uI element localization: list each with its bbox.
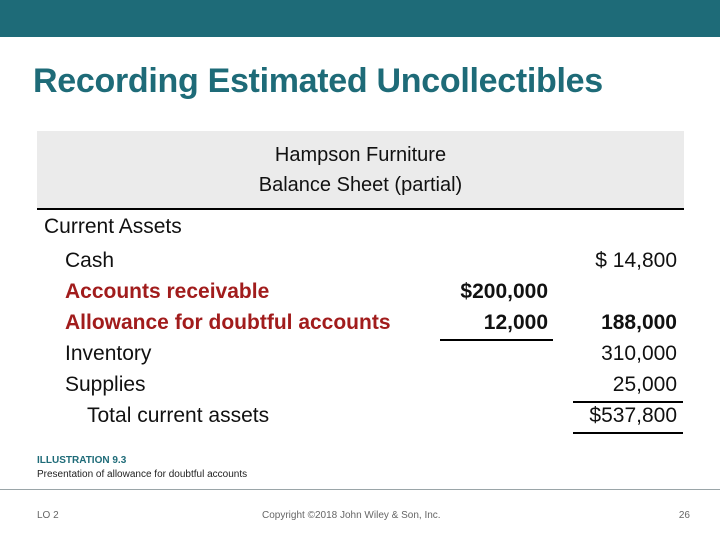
illustration-caption: Presentation of allowance for doubtful accounts (37, 469, 248, 480)
total-underline (573, 432, 683, 434)
page-number: 26 (678, 510, 690, 521)
amount-cash: $ 14,800 (595, 249, 677, 272)
amount-net-receivable: 188,000 (601, 311, 677, 334)
row-label-cash: Cash (65, 249, 115, 272)
copyright-notice: Copyright ©2018 John Wiley & Son, Inc. (262, 510, 441, 521)
statement-title: Balance Sheet (partial) (258, 174, 463, 196)
amount-total-current-assets: $537,800 (589, 404, 677, 427)
slide-title: Recording Estimated Uncollectibles (33, 62, 603, 100)
section-heading-current-assets: Current Assets (44, 215, 182, 238)
supplies-underline (573, 401, 683, 403)
learning-objective: LO 2 (37, 510, 59, 521)
allowance-underline (440, 339, 553, 341)
row-label-accounts-receivable: Accounts receivable (65, 280, 270, 303)
amount-supplies: 25,000 (612, 373, 677, 396)
illustration-number: ILLUSTRATION 9.3 (37, 455, 127, 466)
footer-divider (0, 489, 720, 490)
company-name: Hampson Furniture (274, 144, 447, 166)
row-label-supplies: Supplies (65, 373, 146, 396)
amount-accounts-receivable: $200,000 (460, 280, 548, 303)
amount-inventory: 310,000 (601, 342, 677, 365)
row-label-total-current-assets: Total current assets (87, 404, 270, 427)
row-label-inventory: Inventory (65, 342, 152, 365)
row-label-allowance: Allowance for doubtful accounts (65, 311, 391, 334)
top-banner (0, 0, 720, 37)
amount-allowance: 12,000 (483, 311, 548, 334)
balance-sheet-header (37, 131, 684, 210)
